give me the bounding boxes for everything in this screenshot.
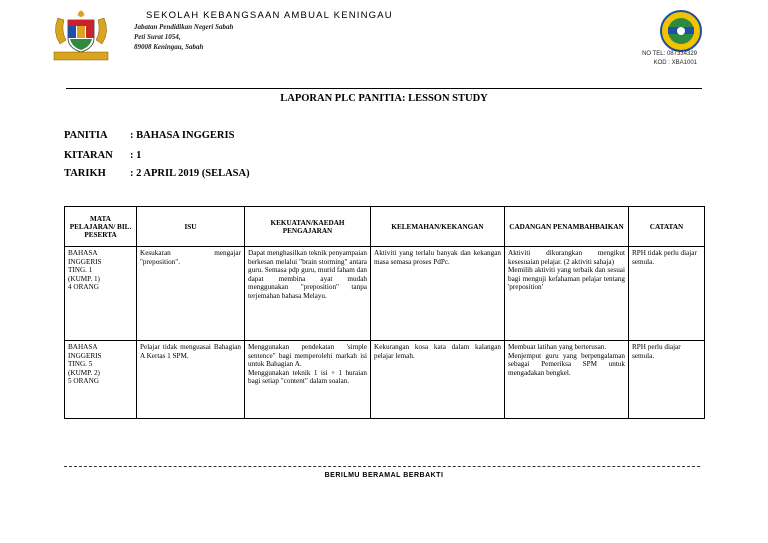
cell-catatan: RPH perlu diajar semula.	[629, 341, 705, 419]
cadangan-item: Memilih aktiviti yang terbaik dan sesuai bagi menguji kefahaman pelajar tentang 'preposition'	[508, 266, 625, 292]
report-title: LAPORAN PLC PANITIA: LESSON STUDY	[280, 93, 488, 104]
address-line-3: 89008 Keningau, Sabah	[134, 43, 204, 51]
address-line-1: Jabatan Pendidikan Negeri Sabah	[134, 23, 234, 31]
meta-value: : BAHASA INGGERIS	[130, 130, 235, 141]
cell-catatan: RPH tidak perlu diajar semula.	[629, 247, 705, 341]
subject-line: BAHASA	[68, 249, 98, 257]
meta-label: PANITIA	[64, 130, 108, 141]
cell-subject	[65, 341, 137, 419]
subject-line: INGGERIS	[68, 257, 102, 266]
meta-kitaran	[64, 150, 141, 161]
table-row	[65, 247, 705, 341]
meta-value: : 1	[130, 150, 142, 161]
table-header-row	[65, 207, 705, 247]
footer-divider	[64, 466, 700, 467]
malaysia-crest-icon	[48, 8, 114, 64]
subject-line: 4 ORANG	[68, 283, 99, 292]
cell-cadangan	[505, 341, 629, 419]
kekuatan-item: Menggunakan teknik 1 isi + 1 huraian bagi setiap "content" dalam soalan.	[248, 368, 367, 386]
lesson-study-table	[64, 206, 705, 419]
cell-kekuatan: Dapat menghasilkan teknik penyampaian berkesan melalui "brain storming" antara guru. Semasa pdp guru, murid faham dan dapat membina ayat mudah menggunakan "preposition" tanpa terjemahan bahasa Melayu.	[245, 247, 371, 341]
cell-kelemahan: Kekurangan kosa kata dalam kalangan pelajar lemah.	[371, 341, 505, 419]
cell-kelemahan: Aktiviti yang terlalu banyak dan kekangan masa semasa proses PdPc.	[371, 247, 505, 341]
cell-kekuatan	[245, 341, 371, 419]
subject-line: INGGERIS	[68, 351, 102, 360]
cell-isu: Kesukaran mengajar "preposition".	[137, 247, 245, 341]
school-motto: BERILMU BERAMAL BERBAKTI	[324, 472, 444, 479]
meta-value: : 2 APRIL 2019 (SELASA)	[130, 168, 250, 179]
address-line-2: Peti Surat 1054,	[134, 33, 181, 41]
subject-line: (KUMP. 2)	[68, 368, 100, 377]
subject-line: TING. 5	[68, 360, 93, 369]
header-cadangan: CADANGAN PENAMBAHBAIKAN	[505, 207, 629, 247]
meta-tarikh	[64, 168, 250, 179]
tel-number: NO TEL: 087334329	[642, 51, 697, 57]
subject-line: (KUMP. 1)	[68, 274, 100, 283]
header-subject: MATA PELAJARAN/ BIL. PESERTA	[65, 207, 137, 247]
header-kelemahan: KELEMAHAN/KEKANGAN	[371, 207, 505, 247]
meta-panitia	[64, 130, 234, 141]
school-name: SEKOLAH KEBANGSAAN AMBUAL KENINGAU	[146, 10, 393, 21]
subject-line: TING. 1	[68, 266, 93, 275]
cadangan-item: Aktiviti dikurangkan mengikut kesesuaian pelajar. (2 aktiviti sahaja)	[508, 249, 625, 266]
subject-line: BAHASA	[68, 343, 98, 351]
meta-label: KITARAN	[64, 150, 113, 161]
header-kekuatan: KEKUATAN/KAEDAH PENGAJARAN	[245, 207, 371, 247]
meta-label: TARIKH	[64, 168, 106, 179]
school-code: KOD : XBA1001	[653, 60, 697, 66]
header-isu: ISU	[137, 207, 245, 247]
cell-isu: Pelajar tidak menguasai Bahagian A Kertas 1 SPM.	[137, 341, 245, 419]
cadangan-item: Membuat latihan yang berterusan.	[508, 343, 607, 351]
cell-subject	[65, 247, 137, 341]
subject-line: 5 ORANG	[68, 377, 99, 386]
cell-cadangan	[505, 247, 629, 341]
table-row	[65, 341, 705, 419]
header-divider	[66, 88, 702, 89]
kekuatan-item: Menggunakan pendekatan 'simple sentence" bagi memperolehi markah isi untuk Bahagian A.	[248, 343, 367, 369]
school-badge-icon	[660, 10, 702, 52]
cadangan-item: Menjemput guru yang berpengalaman sebagai Pemeriksa SPM untuk mengadakan bengkel.	[508, 351, 625, 377]
header-catatan: CATATAN	[629, 207, 705, 247]
